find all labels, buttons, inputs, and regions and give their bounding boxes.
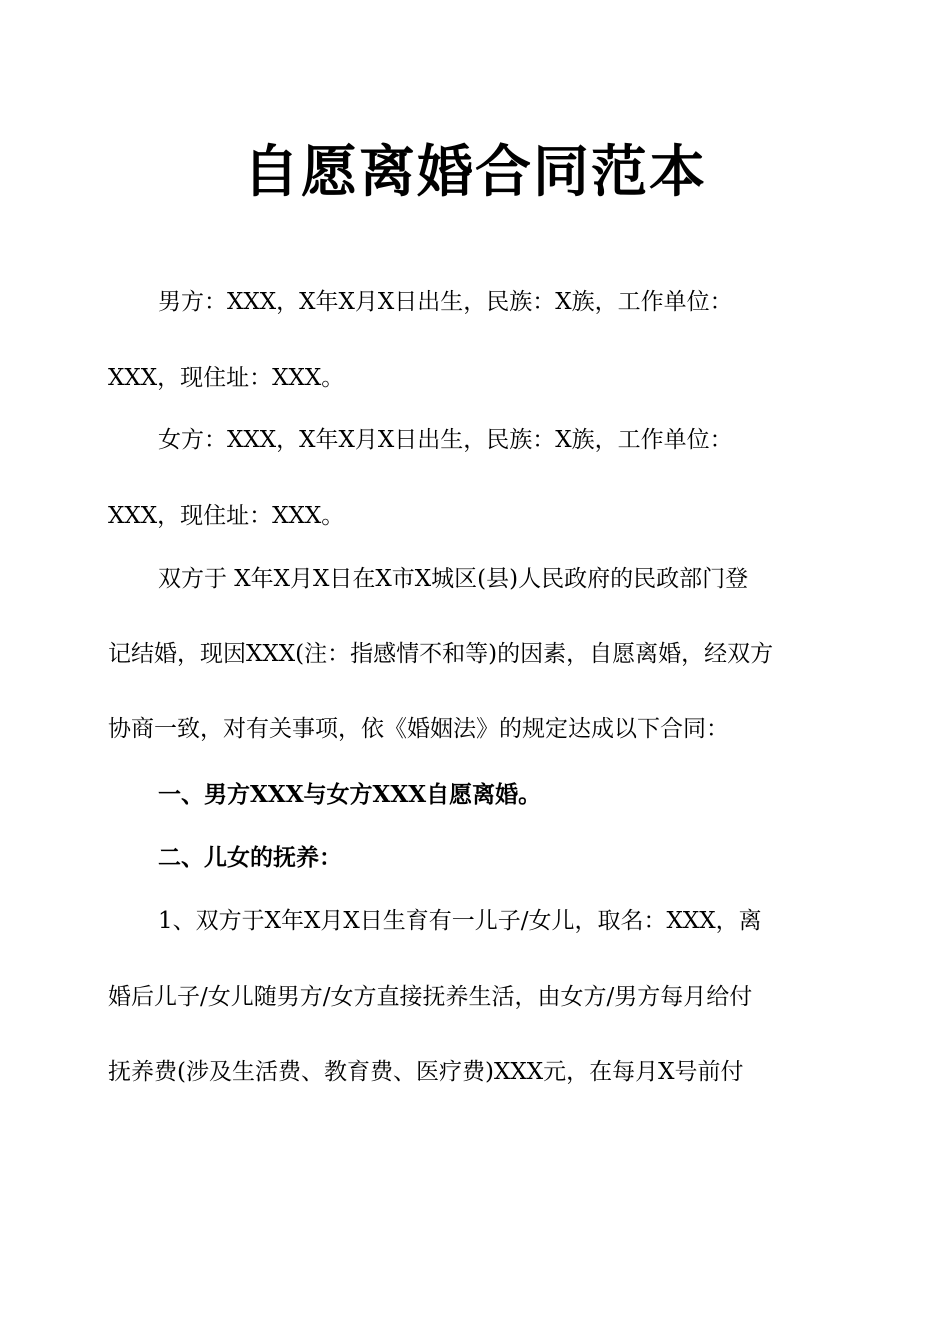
paragraph-line-female-address: XXX，现住址：XXX。	[108, 503, 345, 529]
paragraph-line-female-info: 女方：XXX，X年X月X日出生，民族：X族，工作单位：	[158, 427, 733, 453]
paragraph-line-male-info: 男方：XXX，X年X月X日出生，民族：X族，工作单位：	[158, 289, 733, 315]
paragraph-line-marriage-3: 协商一致，对有关事项，依《婚姻法》的规定达成以下合同：	[108, 716, 729, 742]
paragraph-line-custody-3: 抚养费(涉及生活费、教育费、医疗费)XXX元，在每月X号前付	[108, 1059, 744, 1085]
paragraph-line-marriage-2: 记结婚，现因XXX(注：指感情不和等)的因素，自愿离婚，经双方	[108, 641, 774, 667]
section-heading-custody: 二、儿女的抚养：	[158, 844, 342, 871]
section-heading-divorce: 一、男方XXX与女方XXX自愿离婚。	[158, 781, 542, 808]
paragraph-line-male-address: XXX，现住址：XXX。	[108, 365, 345, 391]
paragraph-line-custody-1: 1、双方于X年X月X日生育有一儿子/女儿，取名：XXX，离	[158, 908, 762, 934]
document-title: 自愿离婚合同范本	[243, 140, 707, 205]
paragraph-line-custody-2: 婚后儿子/女儿随男方/女方直接抚养生活，由女方/男方每月给付	[108, 984, 753, 1010]
paragraph-line-marriage-1: 双方于 X年X月X日在X市X城区(县)人民政府的民政部门登	[158, 566, 749, 592]
